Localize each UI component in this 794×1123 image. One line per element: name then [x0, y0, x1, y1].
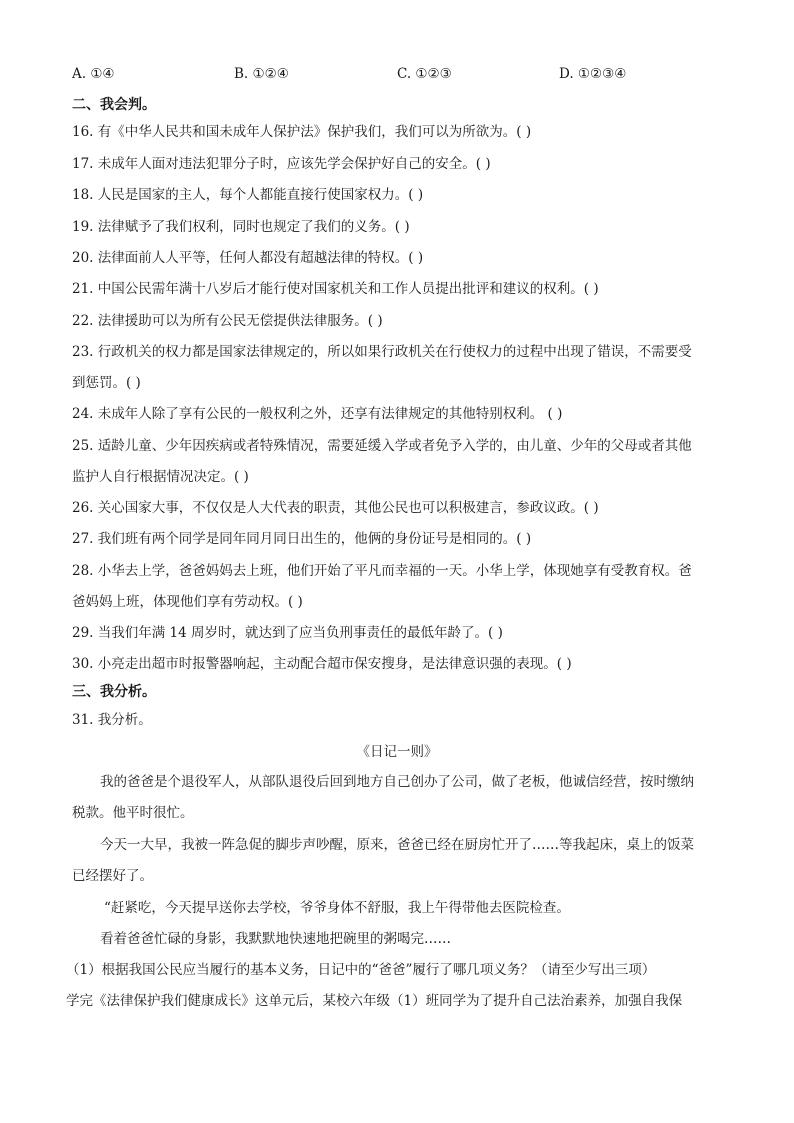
- question-16: 16. 有《中华人民共和国未成年人保护法》保护我们，我们可以为所欲为。( ): [72, 124, 532, 140]
- question-18: 18. 人民是国家的主人，每个人都能直接行使国家权力。( ): [72, 187, 424, 203]
- question-23-continued: 到惩罚。( ): [72, 375, 141, 391]
- question-17: 17. 未成年人面对违法犯罪分子时，应该先学会保护好自己的安全。( ): [72, 156, 491, 172]
- question-23: 23. 行政机关的权力都是国家法律规定的，所以如果行政机关在行使权力的过程中出现了错误，不需要受: [72, 344, 692, 360]
- question-24: 24. 未成年人除了享有公民的一般权利之外，还享有法律规定的其他特别权利。 ( ): [72, 406, 563, 422]
- question-30: 30. 小亮走出超市时报警器响起，主动配合超市保安搜身，是法律意识强的表现。( ): [72, 656, 572, 672]
- next-question-intro: 学完《法律保护我们健康成长》这单元后，某校六年级（1）班同学为了提升自己法治素养，加强自我保: [66, 993, 683, 1009]
- diary-paragraph-4: 看着爸爸忙碌的身影，我默默地快速地把碗里的粥喝完……: [100, 931, 451, 947]
- question-31: 31. 我分析。: [72, 712, 152, 728]
- question-25-continued: 监护人自行根据情况决定。( ): [72, 469, 249, 485]
- question-26: 26. 关心国家大事，不仅仅是人大代表的职责，其他公民也可以积极建言，参政议政。( ): [72, 500, 599, 516]
- section-2-heading: 二、我会判。: [72, 97, 156, 113]
- option-c: C. ①②③: [397, 66, 452, 82]
- diary-title: 《日记一则》: [356, 744, 438, 760]
- question-28: 28. 小华去上学，爸爸妈妈去上班，他们开始了平凡而幸福的一天。小华上学，体现她享有受教育权。爸: [72, 563, 692, 579]
- diary-paragraph-2-continued: 已经摆好了。: [72, 868, 153, 884]
- question-22: 22. 法律援助可以为所有公民无偿提供法律服务。( ): [72, 313, 383, 329]
- section-3-heading: 三、我分析。: [72, 684, 156, 700]
- diary-paragraph-3: “赶紧吃，今天提早送你去学校，爷爷身体不舒服，我上午得带他去医院检查。: [104, 900, 570, 916]
- diary-paragraph-2: 今天一大早，我被一阵急促的脚步声吵醒，原来，爸爸已经在厨房忙开了……等我起床，桌上的饭菜: [100, 837, 694, 853]
- diary-paragraph-1: 我的爸爸是个退役军人，从部队退役后回到地方自己创办了公司，做了老板，他诚信经营，按时缴纳: [100, 774, 694, 790]
- option-a: A. ①④: [72, 66, 115, 82]
- option-b: B. ①②④: [234, 66, 289, 82]
- question-28-continued: 爸妈妈上班，体现他们享有劳动权。( ): [72, 594, 303, 610]
- sub-question-1: （1）根据我国公民应当履行的基本义务，日记中的“爸爸”履行了哪几项义务？（请至少写出三项）: [66, 962, 656, 978]
- question-20: 20. 法律面前人人平等，任何人都没有超越法律的特权。( ): [72, 250, 424, 266]
- diary-paragraph-1-continued: 税款。他平时很忙。: [72, 805, 194, 821]
- question-21: 21. 中国公民需年满十八岁后才能行使对国家机关和工作人员提出批评和建议的权利。( ): [72, 281, 599, 297]
- question-29: 29. 当我们年满 14 周岁时，就达到了应当负刑事责任的最低年龄了。( ): [72, 625, 503, 641]
- question-27: 27. 我们班有两个同学是同年同月同日出生的，他俩的身份证号是相同的。( ): [72, 531, 532, 547]
- answer-options-row: [72, 66, 722, 84]
- question-19: 19. 法律赋予了我们权利，同时也规定了我们的义务。( ): [72, 219, 410, 235]
- option-d: D. ①②③④: [559, 66, 627, 82]
- question-25: 25. 适龄儿童、少年因疾病或者特殊情况，需要延缓入学或者免予入学的，由儿童、少年的父母或者其他: [72, 438, 692, 454]
